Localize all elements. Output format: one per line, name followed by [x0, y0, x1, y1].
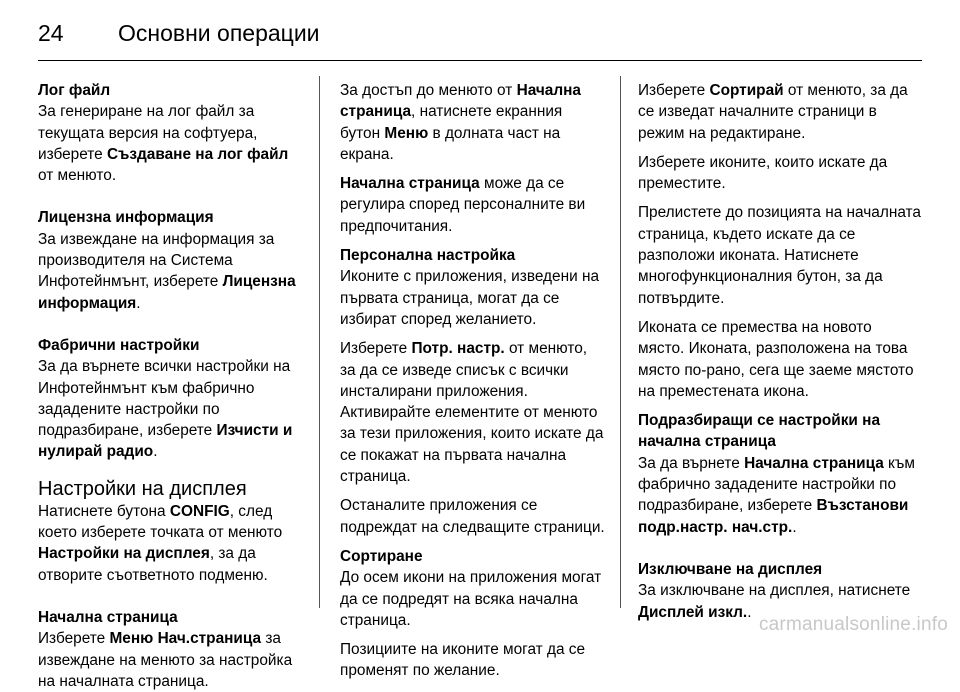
text: Изберете [638, 82, 710, 99]
text: . [153, 443, 158, 461]
menu-item-reference: Лицензна информация [38, 273, 296, 312]
paragraph-select-icons: Изберете иконите, които искате да преместите. [638, 153, 888, 193]
text: За достъп до менюто от [340, 82, 517, 99]
paragraph-personal-setup: Иконите с приложения, изведени на първата страница, могат да се избират според желанието. [340, 268, 600, 328]
paragraph-scroll-position: Прелистете до позицията на началната страница, където искате да се разположи иконата. Натиснете многофункционалния бутон, за да потвърдите. [638, 204, 921, 307]
menu-item-reference: Меню Нач.страница [109, 630, 262, 648]
paragraph-home-defaults [638, 453, 922, 538]
menu-item-reference: Дисплей изкл. [638, 603, 748, 621]
paragraph-license-info [38, 229, 304, 314]
menu-item-reference: Потр. настр. [411, 340, 505, 358]
column-3 [638, 80, 922, 623]
paragraph-log-file [38, 101, 304, 186]
text: Изберете [38, 630, 110, 648]
text: За генериране на лог файл за текущата версия на софтуера, изберете [38, 103, 258, 163]
text: За извеждане на информация за производителя на Система Инфотейнмънт, изберете [38, 230, 275, 291]
page-header [38, 14, 922, 58]
button-reference: CONFIG [169, 502, 230, 520]
text: към фабрично зададените настройки по подразбиране, изберете [638, 454, 915, 515]
section-heading-display-settings: Настройки на дисплея [38, 477, 247, 500]
menu-item-reference: Сортирай [709, 82, 784, 99]
paragraph-sorting: До осем икони на приложения могат да се подредят на всяка начална страница. [340, 569, 602, 629]
text: за извеждане на менюто за настройка на началната страница. [38, 630, 293, 690]
watermark-text[interactable]: carmanualsonline.info [758, 614, 948, 635]
text: в долната част на екрана. [340, 124, 561, 163]
menu-item-reference: Начална страница [340, 82, 581, 121]
text: , след което изберете точката от менюто [38, 502, 283, 542]
menu-item-reference: Създаване на лог файл [107, 145, 289, 163]
menu-item-reference: Изчисти и нулирай радио [38, 422, 293, 461]
text: Натиснете бутона [38, 502, 170, 520]
paragraph-activate-items: Активирайте елементите от менюто за тези приложения, които искате да се покажат на първата начална страница. [340, 404, 604, 486]
section-heading-display-off: Изключване на дисплея [638, 560, 823, 578]
section-heading-home-defaults: Подразбиращи се настройки на начална страница [638, 412, 881, 451]
header-rule [38, 60, 922, 61]
text: от менюто, за да се изведе списък с всички инсталирани приложения. [340, 340, 588, 400]
text: , натиснете екранния бутон [340, 103, 563, 142]
paragraph-icon-positions: Позициите на иконите могат да се променят по желание. [340, 641, 586, 680]
paragraph-sort-menu [638, 80, 922, 144]
paragraph-remaining-apps: Останалите приложения се подреждат на следващите страници. [340, 497, 605, 536]
text: от менюто. [38, 167, 117, 185]
section-heading-log-file: Лог файл [38, 82, 111, 99]
menu-item-reference: Начална страница [744, 454, 884, 472]
menu-item-reference: Настройки на дисплея [38, 545, 210, 563]
text: За изключване на дисплея, натиснете [638, 582, 911, 600]
paragraph-icon-moved: Иконата се премества на новото място. Иконата, разположена на това място по-рано, сега ще заеме мястото на преместената икона. [638, 318, 914, 400]
text: от менюто, за да се изведат началните страници в режим на редактиране. [638, 82, 908, 142]
menu-item-reference: Начална страница [340, 175, 480, 193]
text: . [136, 294, 141, 312]
paragraph-home-page [38, 628, 304, 692]
paragraph-home-customize [340, 173, 606, 237]
column-divider-1 [319, 76, 320, 608]
text: може да се регулира според персоналните ви предпочитания. [340, 175, 586, 235]
section-heading-license-info: Лицензна информация [38, 209, 214, 227]
paragraph-factory-settings [38, 356, 304, 462]
section-heading-personal-setup: Персонална настройка [340, 247, 516, 265]
section-heading-home-page: Начална страница [38, 608, 178, 626]
menu-item-reference: Възстанови подр.настр. нач.стр. [638, 497, 909, 536]
section-heading-sorting: Сортиране [340, 547, 423, 565]
text: За да върнете [638, 454, 745, 472]
page-title: Основни операции [118, 20, 320, 46]
text: . [747, 603, 752, 621]
text: . [792, 518, 797, 536]
paragraph-home-menu-access [340, 80, 606, 165]
paragraph-user-settings [340, 338, 606, 402]
page-number: 24 [38, 20, 64, 46]
text: Изберете [340, 340, 412, 358]
column-1 [38, 80, 304, 692]
text: За да върнете всички настройки на Инфотейнмънт към фабрично зададените настройки по подразбиране, изберете [38, 358, 291, 440]
column-divider-2 [620, 76, 621, 608]
text: , за да отворите съответното подменю. [38, 545, 268, 584]
button-reference: Меню [384, 124, 429, 142]
section-heading-factory-settings: Фабрични настройки [38, 336, 200, 354]
column-2 [340, 80, 606, 682]
paragraph-display-settings [38, 501, 304, 586]
